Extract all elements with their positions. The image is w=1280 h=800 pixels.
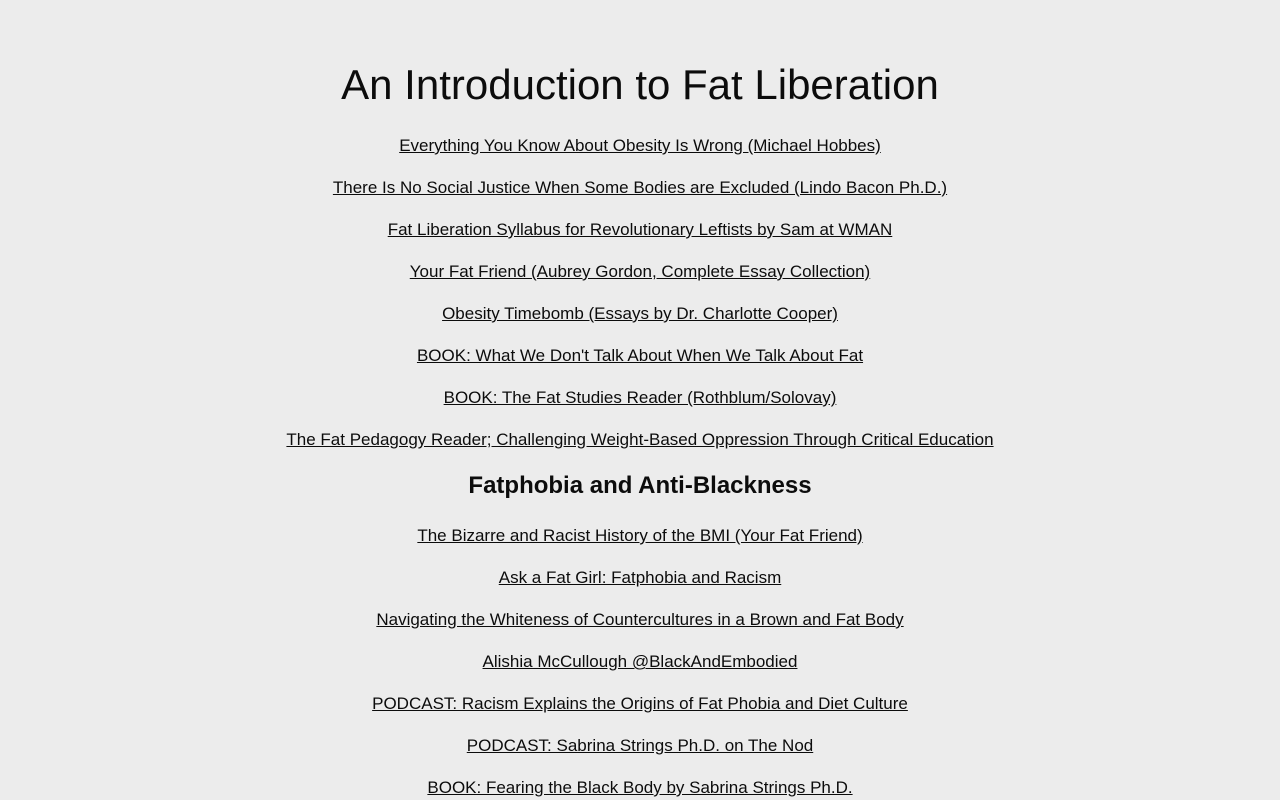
link-row [0, 567, 1280, 588]
link-row [0, 429, 1280, 450]
page-title: An Introduction to Fat Liberation [341, 61, 939, 108]
link-alishia-mccullough[interactable]: Alishia McCullough @BlackAndEmbodied [482, 652, 798, 671]
link-row [0, 135, 1280, 156]
link-row [0, 303, 1280, 324]
link-row [0, 777, 1280, 798]
link-row [0, 609, 1280, 630]
link-navigating-whiteness[interactable]: Navigating the Whiteness of Countercultures in a Brown and Fat Body [376, 610, 904, 629]
link-podcast-racism-explains-origins[interactable]: PODCAST: Racism Explains the Origins of Fat Phobia and Diet Culture [372, 694, 908, 713]
link-book-fat-studies-reader[interactable]: BOOK: The Fat Studies Reader (Rothblum/Solovay) [443, 388, 837, 407]
section-heading-fatphobia-anti-blackness: Fatphobia and Anti-Blackness [468, 472, 812, 499]
link-row [0, 177, 1280, 198]
link-bizarre-racist-history-bmi[interactable]: The Bizarre and Racist History of the BMI (Your Fat Friend) [417, 526, 863, 545]
link-row [0, 735, 1280, 756]
link-row [0, 693, 1280, 714]
link-fat-pedagogy-reader[interactable]: The Fat Pedagogy Reader; Challenging Weight-Based Oppression Through Critical Education [286, 430, 994, 449]
link-obesity-is-wrong[interactable]: Everything You Know About Obesity Is Wrong (Michael Hobbes) [399, 136, 881, 155]
link-no-social-justice[interactable]: There Is No Social Justice When Some Bodies are Excluded (Lindo Bacon Ph.D.) [332, 178, 948, 197]
link-podcast-sabrina-strings-the-nod[interactable]: PODCAST: Sabrina Strings Ph.D. on The Nod [466, 736, 814, 755]
link-row [0, 219, 1280, 240]
link-row [0, 525, 1280, 546]
link-book-what-we-dont-talk-about[interactable]: BOOK: What We Don't Talk About When We Talk About Fat [416, 346, 864, 365]
link-row [0, 651, 1280, 672]
link-row [0, 387, 1280, 408]
link-obesity-timebomb[interactable]: Obesity Timebomb (Essays by Dr. Charlotte Cooper) [442, 304, 838, 323]
link-row [0, 345, 1280, 366]
link-book-fearing-the-black-body[interactable]: BOOK: Fearing the Black Body by Sabrina Strings Ph.D. [427, 778, 853, 797]
link-your-fat-friend[interactable]: Your Fat Friend (Aubrey Gordon, Complete Essay Collection) [409, 262, 871, 281]
link-fat-liberation-syllabus[interactable]: Fat Liberation Syllabus for Revolutionary Leftists by Sam at WMAN [387, 220, 893, 239]
link-row [0, 261, 1280, 282]
link-ask-a-fat-girl[interactable]: Ask a Fat Girl: Fatphobia and Racism [498, 568, 782, 587]
